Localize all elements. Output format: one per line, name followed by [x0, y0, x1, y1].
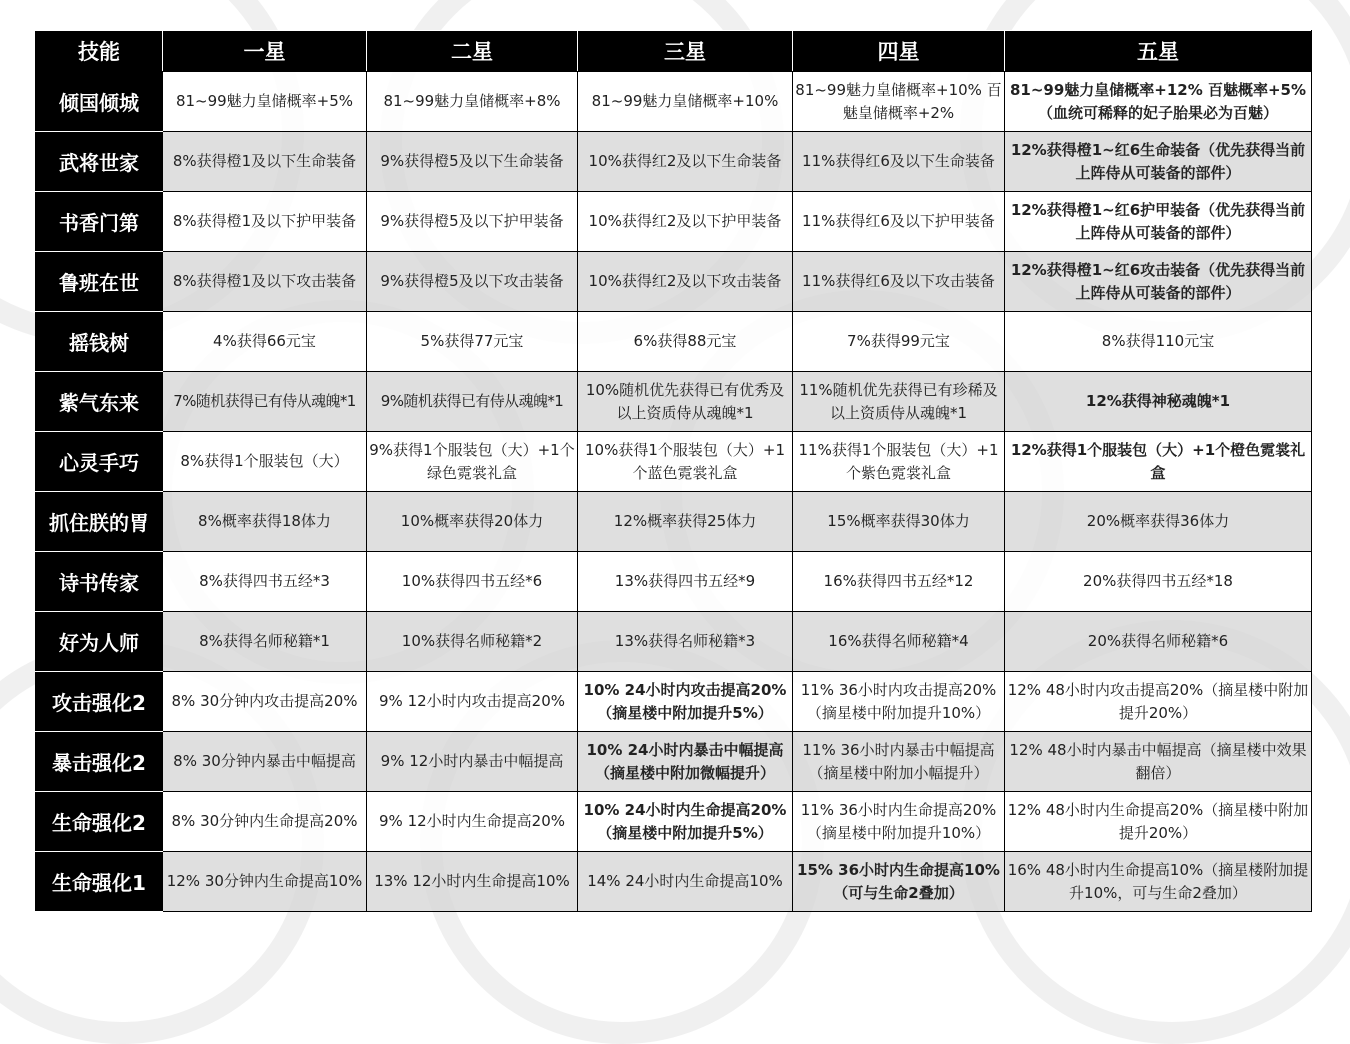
table-cell: 12%概率获得25体力 — [578, 492, 793, 552]
table-cell: 9%随机获得已有侍从魂魄*1 — [367, 372, 578, 432]
header-skill: 技能 — [36, 31, 163, 72]
table-cell: 81~99魅力皇储概率+12% 百魅概率+5%（血统可稀释的妃子胎果必为百魅） — [1005, 72, 1312, 132]
skill-name: 抓住朕的胃 — [36, 492, 163, 552]
table-row — [36, 792, 1312, 852]
table-cell: 9%获得1个服装包（大）+1个绿色霓裳礼盒 — [367, 432, 578, 492]
table-cell: 10%获得四书五经*6 — [367, 552, 578, 612]
table-cell: 8%概率获得18体力 — [163, 492, 367, 552]
table-cell: 11%获得红6及以下攻击装备 — [793, 252, 1005, 312]
table-cell: 81~99魅力皇储概率+10% — [578, 72, 793, 132]
table-cell: 16% 48小时内生命提高10%（摘星楼附加提升10%，可与生命2叠加） — [1005, 852, 1312, 912]
table-cell: 13%获得四书五经*9 — [578, 552, 793, 612]
table-row — [36, 672, 1312, 732]
table-cell: 16%获得四书五经*12 — [793, 552, 1005, 612]
table-cell: 8%获得橙1及以下护甲装备 — [163, 192, 367, 252]
skill-name: 鲁班在世 — [36, 252, 163, 312]
table-cell: 9% 12小时内生命提高20% — [367, 792, 578, 852]
table-cell: 8% 30分钟内攻击提高20% — [163, 672, 367, 732]
table-cell: 10%获得名师秘籍*2 — [367, 612, 578, 672]
table-cell: 9%获得橙5及以下生命装备 — [367, 132, 578, 192]
table-cell: 15% 36小时内生命提高10%（可与生命2叠加） — [793, 852, 1005, 912]
table-row — [36, 432, 1312, 492]
table-cell: 9% 12小时内暴击中幅提高 — [367, 732, 578, 792]
table-cell: 12% 30分钟内生命提高10% — [163, 852, 367, 912]
table-row — [36, 732, 1312, 792]
table-cell: 9%获得橙5及以下攻击装备 — [367, 252, 578, 312]
table-row — [36, 492, 1312, 552]
table-cell: 8%获得四书五经*3 — [163, 552, 367, 612]
table-cell: 8%获得110元宝 — [1005, 312, 1312, 372]
table-row — [36, 192, 1312, 252]
table-cell: 5%获得77元宝 — [367, 312, 578, 372]
table-cell: 7%随机获得已有侍从魂魄*1 — [163, 372, 367, 432]
header-star-5: 五星 — [1005, 31, 1312, 72]
skill-name: 诗书传家 — [36, 552, 163, 612]
table-row — [36, 612, 1312, 672]
table-cell: 11% 36小时内攻击提高20%（摘星楼中附加提升10%） — [793, 672, 1005, 732]
skill-name: 生命强化2 — [36, 792, 163, 852]
table-cell: 10%随机优先获得已有优秀及以上资质侍从魂魄*1 — [578, 372, 793, 432]
table-cell: 15%概率获得30体力 — [793, 492, 1005, 552]
table-cell: 10%概率获得20体力 — [367, 492, 578, 552]
skill-name: 武将世家 — [36, 132, 163, 192]
table-cell: 8%获得1个服装包（大） — [163, 432, 367, 492]
table-cell: 8%获得名师秘籍*1 — [163, 612, 367, 672]
table-cell: 81~99魅力皇储概率+10% 百魅皇储概率+2% — [793, 72, 1005, 132]
header-star-3: 三星 — [578, 31, 793, 72]
skill-name: 攻击强化2 — [36, 672, 163, 732]
table-row — [36, 132, 1312, 192]
skill-name: 好为人师 — [36, 612, 163, 672]
table-cell: 20%概率获得36体力 — [1005, 492, 1312, 552]
table-cell: 12%获得1个服装包（大）+1个橙色霓裳礼盒 — [1005, 432, 1312, 492]
header-row — [36, 31, 1312, 72]
table-cell: 12% 48小时内生命提高20%（摘星楼中附加提升20%） — [1005, 792, 1312, 852]
header-star-2: 二星 — [367, 31, 578, 72]
table-row — [36, 72, 1312, 132]
skill-name: 生命强化1 — [36, 852, 163, 912]
table-row — [36, 852, 1312, 912]
table-cell: 4%获得66元宝 — [163, 312, 367, 372]
skill-name: 书香门第 — [36, 192, 163, 252]
table-cell: 13% 12小时内生命提高10% — [367, 852, 578, 912]
header-star-1: 一星 — [163, 31, 367, 72]
table-cell: 8% 30分钟内生命提高20% — [163, 792, 367, 852]
skill-name: 暴击强化2 — [36, 732, 163, 792]
table-cell: 8% 30分钟内暴击中幅提高 — [163, 732, 367, 792]
table-cell: 10%获得红2及以下攻击装备 — [578, 252, 793, 312]
table-cell: 81~99魅力皇储概率+5% — [163, 72, 367, 132]
table-row — [36, 552, 1312, 612]
table-cell: 12% 48小时内暴击中幅提高（摘星楼中效果翻倍） — [1005, 732, 1312, 792]
skill-star-table — [35, 30, 1312, 912]
table-cell: 12%获得神秘魂魄*1 — [1005, 372, 1312, 432]
table-row — [36, 312, 1312, 372]
table-cell: 10% 24小时内暴击中幅提高（摘星楼中附加微幅提升） — [578, 732, 793, 792]
table-cell: 11% 36小时内生命提高20%（摘星楼中附加提升10%） — [793, 792, 1005, 852]
table-cell: 81~99魅力皇储概率+8% — [367, 72, 578, 132]
table-cell: 11%获得红6及以下护甲装备 — [793, 192, 1005, 252]
table-cell: 12%获得橙1~红6生命装备（优先获得当前上阵侍从可装备的部件） — [1005, 132, 1312, 192]
table-cell: 12%获得橙1~红6攻击装备（优先获得当前上阵侍从可装备的部件） — [1005, 252, 1312, 312]
table-cell: 14% 24小时内生命提高10% — [578, 852, 793, 912]
skill-name: 心灵手巧 — [36, 432, 163, 492]
table-cell: 7%获得99元宝 — [793, 312, 1005, 372]
skill-name: 倾国倾城 — [36, 72, 163, 132]
table-cell: 6%获得88元宝 — [578, 312, 793, 372]
table-cell: 8%获得橙1及以下生命装备 — [163, 132, 367, 192]
table-cell: 11%随机优先获得已有珍稀及以上资质侍从魂魄*1 — [793, 372, 1005, 432]
table-cell: 20%获得四书五经*18 — [1005, 552, 1312, 612]
table-cell: 16%获得名师秘籍*4 — [793, 612, 1005, 672]
table-cell: 12% 48小时内攻击提高20%（摘星楼中附加提升20%） — [1005, 672, 1312, 732]
skill-name: 摇钱树 — [36, 312, 163, 372]
table-cell: 11%获得1个服装包（大）+1个紫色霓裳礼盒 — [793, 432, 1005, 492]
table-cell: 13%获得名师秘籍*3 — [578, 612, 793, 672]
table-cell: 11% 36小时内暴击中幅提高（摘星楼中附加小幅提升） — [793, 732, 1005, 792]
table-cell: 9% 12小时内攻击提高20% — [367, 672, 578, 732]
table-cell: 10% 24小时内攻击提高20%（摘星楼中附加提升5%） — [578, 672, 793, 732]
table-cell: 11%获得红6及以下生命装备 — [793, 132, 1005, 192]
table-cell: 10% 24小时内生命提高20%（摘星楼中附加提升5%） — [578, 792, 793, 852]
table-row — [36, 252, 1312, 312]
table-cell: 10%获得1个服装包（大）+1个蓝色霓裳礼盒 — [578, 432, 793, 492]
table-cell: 9%获得橙5及以下护甲装备 — [367, 192, 578, 252]
table-cell: 20%获得名师秘籍*6 — [1005, 612, 1312, 672]
table-row — [36, 372, 1312, 432]
table-cell: 10%获得红2及以下护甲装备 — [578, 192, 793, 252]
table-cell: 10%获得红2及以下生命装备 — [578, 132, 793, 192]
skill-name: 紫气东来 — [36, 372, 163, 432]
table-cell: 12%获得橙1~红6护甲装备（优先获得当前上阵侍从可装备的部件） — [1005, 192, 1312, 252]
table-cell: 8%获得橙1及以下攻击装备 — [163, 252, 367, 312]
header-star-4: 四星 — [793, 31, 1005, 72]
